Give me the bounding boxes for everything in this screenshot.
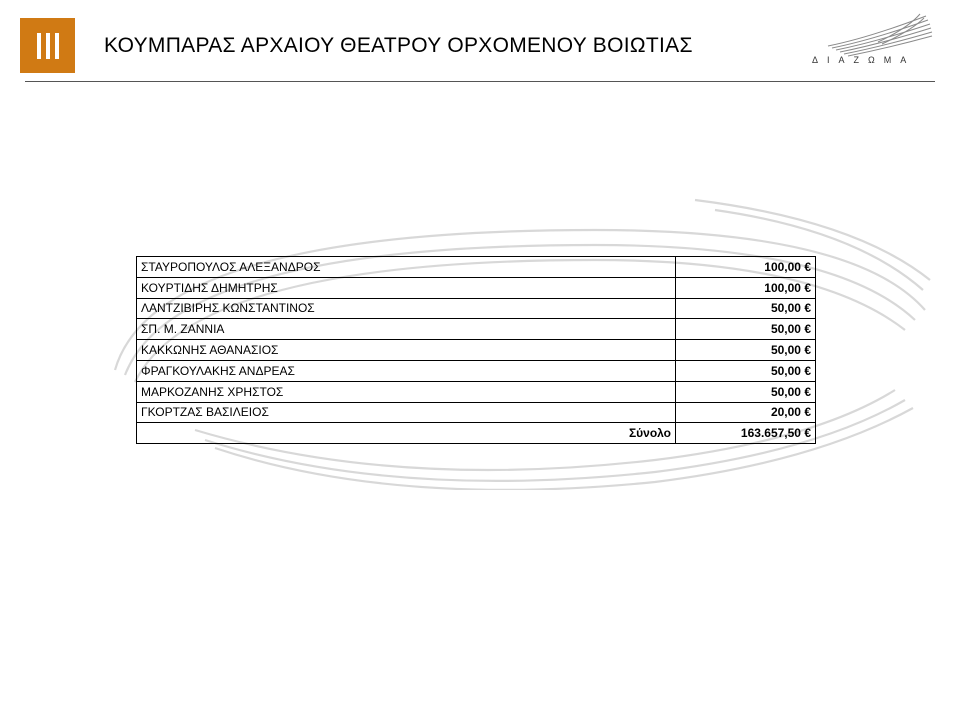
donation-amount-cell: 100,00 € (676, 257, 816, 278)
header-divider (25, 81, 935, 82)
table-row (137, 402, 816, 423)
roman-numeral-icon (37, 33, 59, 59)
donation-amount-cell: 50,00 € (676, 298, 816, 319)
section-badge (20, 18, 75, 73)
table-row (137, 298, 816, 319)
table-row (137, 257, 816, 278)
donor-name-cell: ΦΡΑΓΚΟΥΛΑΚΗΣ ΑΝΔΡΕΑΣ (137, 360, 676, 381)
page-title: ΚΟΥΜΠΑΡΑΣ ΑΡΧΑΙΟΥ ΘΕΑΤΡΟΥ ΟΡΧΟΜΕΝΟΥ ΒΟΙΩΤΙΑΣ (104, 34, 693, 57)
table-row (137, 277, 816, 298)
donor-table (136, 256, 816, 444)
table-row (137, 340, 816, 361)
donation-amount-cell: 50,00 € (676, 360, 816, 381)
donation-amount-cell: 50,00 € (676, 319, 816, 340)
total-row (137, 423, 816, 444)
donor-name-cell: ΣΠ. Μ. ΖΑΝΝΙΑ (137, 319, 676, 340)
donor-name-cell: ΓΚΟΡΤΖΑΣ ΒΑΣΙΛΕΙΟΣ (137, 402, 676, 423)
donation-amount-cell: 50,00 € (676, 381, 816, 402)
donation-amount-cell: 50,00 € (676, 340, 816, 361)
logo-wordmark: ΔΙΑΖΩΜΑ (812, 55, 916, 65)
donor-name-cell: ΚΑΚΚΩΝΗΣ ΑΘΑΝΑΣΙΟΣ (137, 340, 676, 361)
donor-name-cell: ΚΟΥΡΤΙΔΗΣ ΔΗΜΗΤΡΗΣ (137, 277, 676, 298)
total-amount-cell: 163.657,50 € (676, 423, 816, 444)
donor-name-cell: ΛΑΝΤΖΙΒΙΡΗΣ ΚΩΝΣΤΑΝΤΙΝΟΣ (137, 298, 676, 319)
donation-amount-cell: 100,00 € (676, 277, 816, 298)
table-row (137, 360, 816, 381)
donor-name-cell: ΜΑΡΚΟΖΑΝΗΣ ΧΡΗΣΤΟΣ (137, 381, 676, 402)
donation-amount-cell: 20,00 € (676, 402, 816, 423)
donor-name-cell: ΣΤΑΥΡΟΠΟΥΛΟΣ ΑΛΕΞΑΝΔΡΟΣ (137, 257, 676, 278)
total-label-cell: Σύνολο (137, 423, 676, 444)
table-row (137, 381, 816, 402)
table-row (137, 319, 816, 340)
